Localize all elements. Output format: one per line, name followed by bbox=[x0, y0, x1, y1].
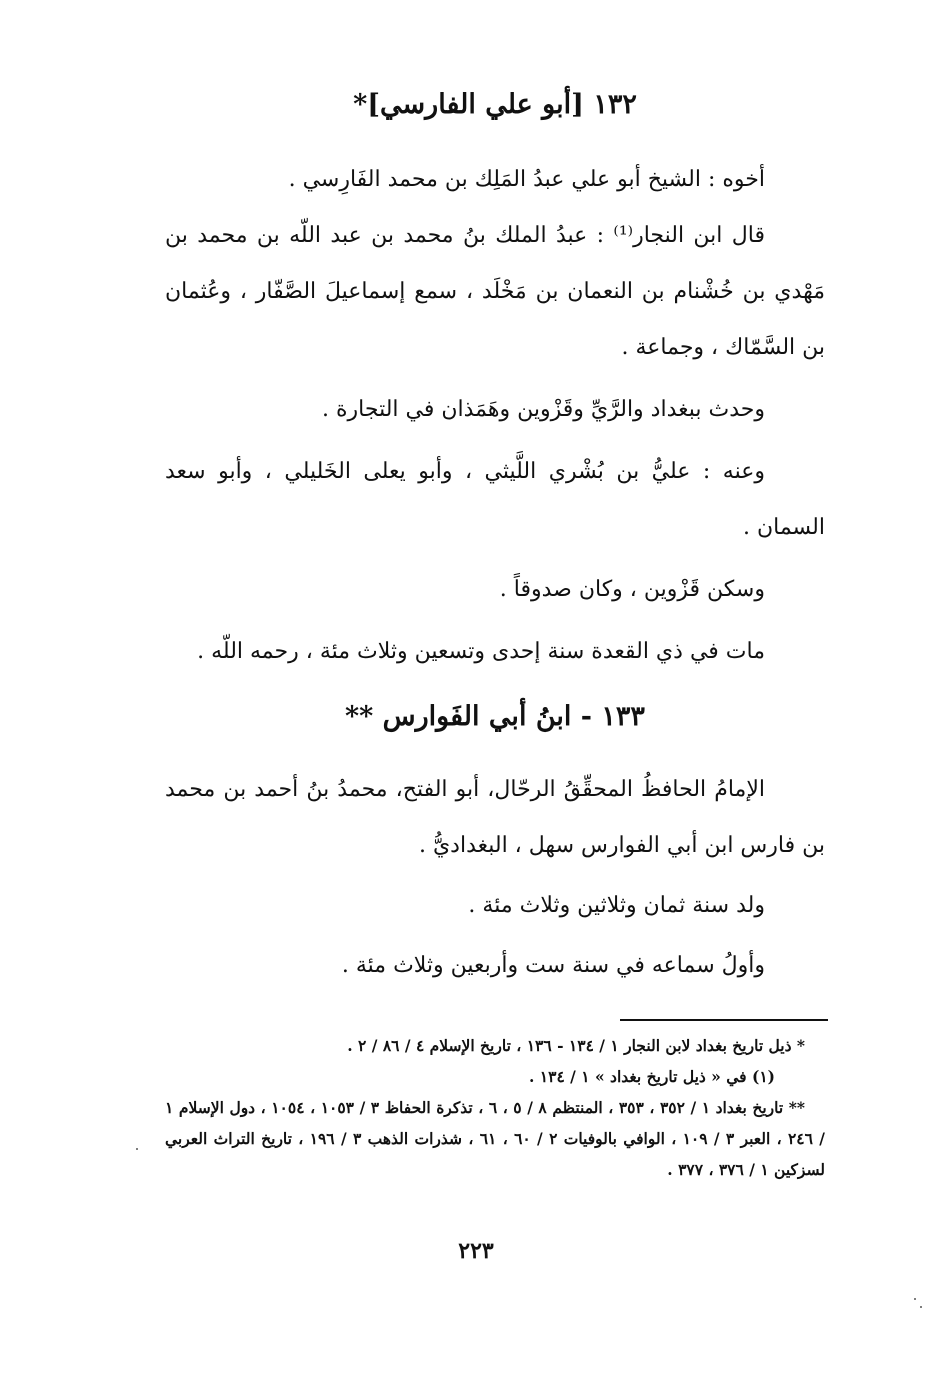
scan-speck bbox=[920, 1306, 922, 1308]
entry-132-paragraph: مات في ذي القعدة سنة إحدى وتسعين وثلاث مئة ، رحمه اللّه . bbox=[197, 639, 765, 664]
entry-132-paragraph: قال ابن النجار⁽¹⁾ : عبدُ الملك بنُ محمد بن عبد اللّه بن محمد بن مَهْدي بن خُشْنام بن النعمان بن مَخْلَد ، سمع إسماعيلَ الصَّفّار ، وعُثمان بن السَّمّاك ، وجماعة . bbox=[165, 223, 825, 360]
footnote-separator bbox=[620, 1019, 828, 1021]
entry-132-paragraph: أخوه : الشيخ أبو علي عبدُ المَلِك بن محمد الفَارِسي . bbox=[288, 167, 765, 192]
footnotes bbox=[165, 1030, 825, 1185]
entry-132-paragraph: وعنه : عليُّ بن بُشْري اللَّيثي ، وأبو يعلى الخَليلي ، وأبو سعد السمان . bbox=[165, 459, 825, 540]
scan-speck bbox=[136, 1148, 138, 1150]
footnote: ** تاريخ بغداد ١ / ٣٥٢ ، ٣٥٣ ، المنتظم ٨ / ٥ ، ٦ ، تذكرة الحفاظ ٣ / ١٠٥٣ ، ١٠٥٤ ، دول الإسلام ١ / ٢٤٦ ، العبر ٣ / ١٠٩ ، الوافي بالوفيات ٢ / ٦٠ ، ٦١ ، شذرات الذهب ٣ / ١٩٦ ، تاريخ التراث العربي لسزكين ١ / ٣٧٦ ، ٣٧٧ . bbox=[165, 1098, 825, 1179]
entry-133-paragraph: وأولُ سماعه في سنة ست وأربعين وثلاث مئة . bbox=[341, 953, 765, 978]
scan-speck bbox=[914, 1298, 916, 1300]
entry-133-heading: ١٣٣ - ابنُ أبي الفَوارس ** bbox=[345, 701, 645, 732]
page-number: ٢٢٣ bbox=[458, 1238, 494, 1264]
entry-133-body bbox=[165, 762, 825, 994]
entry-132-heading: ١٣٢ [أبو علي الفارسي]* bbox=[353, 89, 637, 120]
entry-132-body bbox=[165, 152, 825, 680]
footnote: (١) في « ذيل تاريخ بغداد » ١ / ١٣٤ . bbox=[529, 1067, 775, 1086]
entry-132-paragraph: وحدث ببغداد والرَّيِّ وقَزْوين وهَمَذان في التجارة . bbox=[322, 397, 765, 422]
footnote: * ذيل تاريخ بغداد لابن النجار ١ / ١٣٤ - ١٣٦ ، تاريخ الإسلام ٤ / ٨٦ / ٢ . bbox=[347, 1036, 805, 1055]
entry-133-paragraph: الإمامُ الحافظُ المحقِّقُ الرحّال، أبو الفتح، محمدُ بنُ أحمد بن محمد بن فارس ابن أبي الفوارس سهل ، البغداديُّ . bbox=[165, 777, 825, 858]
entry-132-paragraph: وسكن قَزْوين ، وكان صدوقاً . bbox=[499, 577, 765, 602]
entry-133-paragraph: ولد سنة ثمان وثلاثين وثلاث مئة . bbox=[468, 893, 765, 918]
